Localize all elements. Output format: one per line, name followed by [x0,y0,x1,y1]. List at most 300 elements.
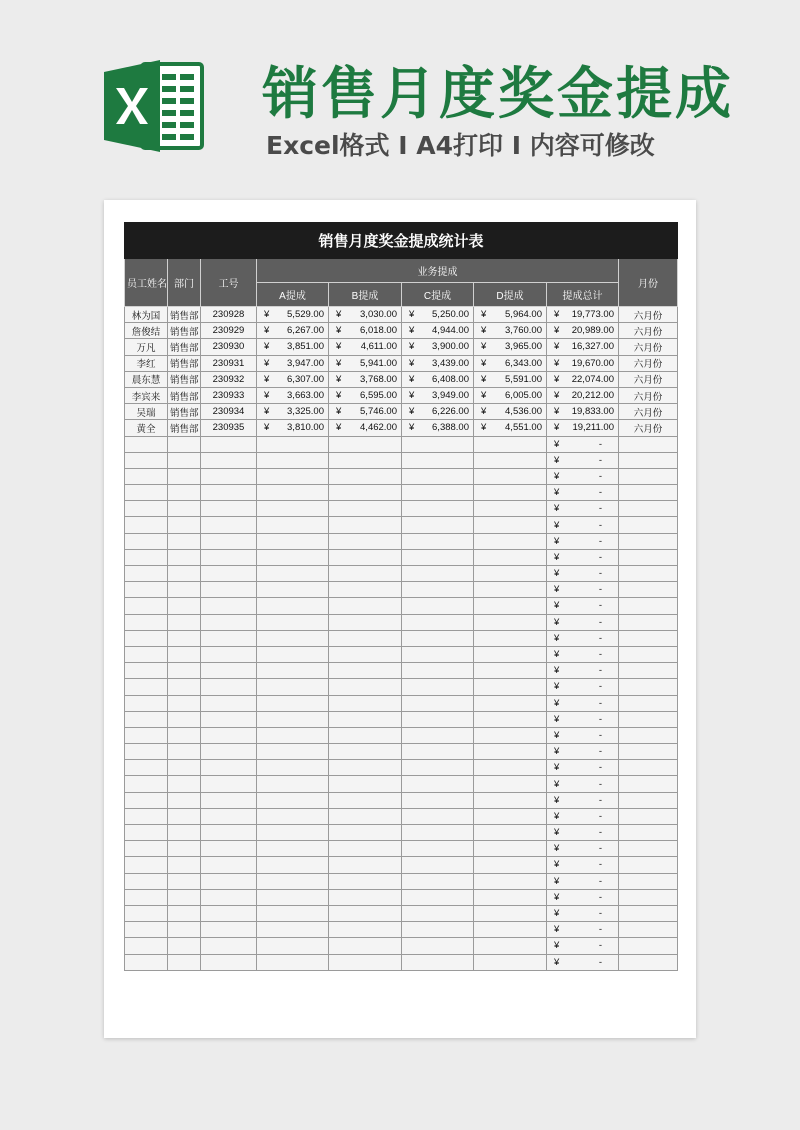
empty-cell[interactable] [201,646,257,662]
empty-cell[interactable] [168,825,201,841]
empty-cell[interactable] [168,566,201,582]
empty-cell[interactable] [125,533,168,549]
empty-cell[interactable] [402,776,474,792]
cell-dept[interactable]: 销售部 [168,420,201,436]
empty-cell[interactable] [402,468,474,484]
empty-cell[interactable] [619,938,678,954]
empty-cell[interactable] [125,582,168,598]
cell-c[interactable] [402,420,474,436]
cell-dept[interactable]: 销售部 [168,371,201,387]
empty-cell[interactable] [329,760,402,776]
empty-cell[interactable] [168,695,201,711]
empty-cell[interactable] [402,549,474,565]
empty-cell[interactable] [257,436,329,452]
empty-cell[interactable] [125,485,168,501]
empty-cell[interactable] [619,485,678,501]
empty-cell[interactable] [257,889,329,905]
cell-a[interactable] [257,339,329,355]
cell-a[interactable] [257,420,329,436]
cell-month[interactable]: 六月份 [619,404,678,420]
empty-cell[interactable] [125,663,168,679]
empty-cell[interactable] [125,549,168,565]
cell-month[interactable]: 六月份 [619,323,678,339]
empty-cell[interactable] [402,792,474,808]
empty-cell[interactable] [257,501,329,517]
cell-c[interactable] [402,307,474,323]
cell-total[interactable] [547,307,619,323]
empty-cell[interactable] [619,889,678,905]
cell-id[interactable]: 230930 [201,339,257,355]
empty-cell[interactable] [257,922,329,938]
empty-cell[interactable] [257,663,329,679]
empty-cell[interactable] [168,857,201,873]
cell-total[interactable] [547,808,619,824]
empty-cell[interactable] [474,711,547,727]
empty-cell[interactable] [201,598,257,614]
empty-cell[interactable] [168,468,201,484]
empty-cell[interactable] [474,549,547,565]
empty-cell[interactable] [619,468,678,484]
empty-cell[interactable] [619,857,678,873]
empty-cell[interactable] [257,549,329,565]
empty-cell[interactable] [329,452,402,468]
empty-cell[interactable] [329,517,402,533]
cell-name[interactable]: 黄全 [125,420,168,436]
empty-cell[interactable] [619,954,678,970]
cell-b[interactable] [329,404,402,420]
cell-total[interactable] [547,663,619,679]
empty-cell[interactable] [257,695,329,711]
empty-cell[interactable] [402,889,474,905]
empty-cell[interactable] [257,646,329,662]
cell-total[interactable] [547,825,619,841]
empty-cell[interactable] [619,501,678,517]
empty-cell[interactable] [257,566,329,582]
empty-cell[interactable] [474,679,547,695]
empty-cell[interactable] [125,938,168,954]
empty-cell[interactable] [201,711,257,727]
cell-dept[interactable]: 销售部 [168,387,201,403]
empty-cell[interactable] [619,695,678,711]
empty-cell[interactable] [201,695,257,711]
empty-cell[interactable] [474,841,547,857]
cell-a[interactable] [257,355,329,371]
empty-cell[interactable] [125,501,168,517]
empty-cell[interactable] [474,727,547,743]
cell-name[interactable]: 晨东慧 [125,371,168,387]
empty-cell[interactable] [329,436,402,452]
cell-id[interactable]: 230932 [201,371,257,387]
empty-cell[interactable] [474,744,547,760]
empty-cell[interactable] [619,873,678,889]
empty-cell[interactable] [329,582,402,598]
empty-cell[interactable] [329,922,402,938]
cell-total[interactable] [547,744,619,760]
cell-c[interactable] [402,339,474,355]
cell-total[interactable] [547,922,619,938]
empty-cell[interactable] [474,614,547,630]
empty-cell[interactable] [329,792,402,808]
cell-d[interactable] [474,420,547,436]
empty-cell[interactable] [474,501,547,517]
empty-cell[interactable] [474,533,547,549]
empty-cell[interactable] [329,857,402,873]
cell-total[interactable] [547,501,619,517]
empty-cell[interactable] [168,598,201,614]
empty-cell[interactable] [402,954,474,970]
empty-cell[interactable] [201,485,257,501]
cell-name[interactable]: 万凡 [125,339,168,355]
empty-cell[interactable] [402,938,474,954]
empty-cell[interactable] [168,517,201,533]
empty-cell[interactable] [402,614,474,630]
empty-cell[interactable] [402,695,474,711]
empty-cell[interactable] [201,825,257,841]
cell-d[interactable] [474,404,547,420]
empty-cell[interactable] [402,841,474,857]
empty-cell[interactable] [125,711,168,727]
empty-cell[interactable] [201,841,257,857]
empty-cell[interactable] [168,744,201,760]
empty-cell[interactable] [168,630,201,646]
empty-cell[interactable] [619,808,678,824]
empty-cell[interactable] [125,566,168,582]
cell-d[interactable] [474,387,547,403]
empty-cell[interactable] [402,905,474,921]
cell-month[interactable]: 六月份 [619,339,678,355]
empty-cell[interactable] [125,695,168,711]
empty-cell[interactable] [474,776,547,792]
empty-cell[interactable] [201,922,257,938]
cell-total[interactable] [547,598,619,614]
cell-month[interactable]: 六月份 [619,307,678,323]
empty-cell[interactable] [619,679,678,695]
cell-b[interactable] [329,371,402,387]
empty-cell[interactable] [402,727,474,743]
cell-total[interactable] [547,566,619,582]
empty-cell[interactable] [125,468,168,484]
cell-total[interactable] [547,582,619,598]
empty-cell[interactable] [201,905,257,921]
empty-cell[interactable] [329,727,402,743]
empty-cell[interactable] [474,582,547,598]
cell-total[interactable] [547,873,619,889]
empty-cell[interactable] [257,905,329,921]
empty-cell[interactable] [402,485,474,501]
empty-cell[interactable] [257,630,329,646]
empty-cell[interactable] [329,679,402,695]
empty-cell[interactable] [201,549,257,565]
empty-cell[interactable] [619,630,678,646]
empty-cell[interactable] [402,857,474,873]
empty-cell[interactable] [402,825,474,841]
empty-cell[interactable] [201,614,257,630]
empty-cell[interactable] [168,614,201,630]
empty-cell[interactable] [168,776,201,792]
empty-cell[interactable] [329,776,402,792]
empty-cell[interactable] [619,727,678,743]
cell-month[interactable]: 六月份 [619,387,678,403]
empty-cell[interactable] [474,630,547,646]
empty-cell[interactable] [125,825,168,841]
empty-cell[interactable] [474,873,547,889]
empty-cell[interactable] [402,452,474,468]
empty-cell[interactable] [329,614,402,630]
empty-cell[interactable] [257,452,329,468]
empty-cell[interactable] [402,679,474,695]
empty-cell[interactable] [257,582,329,598]
empty-cell[interactable] [402,630,474,646]
cell-c[interactable] [402,404,474,420]
empty-cell[interactable] [201,679,257,695]
empty-cell[interactable] [125,889,168,905]
empty-cell[interactable] [201,501,257,517]
empty-cell[interactable] [257,727,329,743]
empty-cell[interactable] [329,533,402,549]
empty-cell[interactable] [474,857,547,873]
empty-cell[interactable] [201,566,257,582]
empty-cell[interactable] [201,533,257,549]
empty-cell[interactable] [257,485,329,501]
cell-name[interactable]: 李宾来 [125,387,168,403]
cell-d[interactable] [474,307,547,323]
cell-total[interactable] [547,760,619,776]
empty-cell[interactable] [474,646,547,662]
cell-dept[interactable]: 销售部 [168,355,201,371]
cell-total[interactable] [547,355,619,371]
cell-total[interactable] [547,857,619,873]
empty-cell[interactable] [329,695,402,711]
empty-cell[interactable] [619,582,678,598]
empty-cell[interactable] [257,711,329,727]
empty-cell[interactable] [201,468,257,484]
empty-cell[interactable] [474,663,547,679]
empty-cell[interactable] [619,744,678,760]
empty-cell[interactable] [125,760,168,776]
empty-cell[interactable] [168,841,201,857]
cell-name[interactable]: 林为国 [125,307,168,323]
empty-cell[interactable] [201,889,257,905]
empty-cell[interactable] [329,905,402,921]
empty-cell[interactable] [329,598,402,614]
cell-total[interactable] [547,938,619,954]
empty-cell[interactable] [168,501,201,517]
cell-total[interactable] [547,954,619,970]
cell-a[interactable] [257,404,329,420]
empty-cell[interactable] [125,646,168,662]
empty-cell[interactable] [168,808,201,824]
empty-cell[interactable] [168,663,201,679]
cell-c[interactable] [402,371,474,387]
empty-cell[interactable] [125,517,168,533]
cell-d[interactable] [474,323,547,339]
cell-month[interactable]: 六月份 [619,420,678,436]
cell-id[interactable]: 230933 [201,387,257,403]
cell-c[interactable] [402,387,474,403]
empty-cell[interactable] [168,549,201,565]
cell-b[interactable] [329,420,402,436]
empty-cell[interactable] [402,533,474,549]
empty-cell[interactable] [402,873,474,889]
empty-cell[interactable] [474,954,547,970]
empty-cell[interactable] [619,533,678,549]
cell-id[interactable]: 230934 [201,404,257,420]
empty-cell[interactable] [201,776,257,792]
empty-cell[interactable] [257,825,329,841]
cell-id[interactable]: 230929 [201,323,257,339]
empty-cell[interactable] [125,776,168,792]
empty-cell[interactable] [474,485,547,501]
cell-a[interactable] [257,307,329,323]
empty-cell[interactable] [168,922,201,938]
empty-cell[interactable] [125,873,168,889]
empty-cell[interactable] [257,873,329,889]
cell-total[interactable] [547,711,619,727]
empty-cell[interactable] [329,873,402,889]
empty-cell[interactable] [168,760,201,776]
empty-cell[interactable] [168,436,201,452]
cell-total[interactable] [547,905,619,921]
empty-cell[interactable] [619,517,678,533]
cell-d[interactable] [474,339,547,355]
empty-cell[interactable] [402,566,474,582]
empty-cell[interactable] [619,760,678,776]
cell-a[interactable] [257,323,329,339]
cell-total[interactable] [547,339,619,355]
empty-cell[interactable] [125,436,168,452]
empty-cell[interactable] [257,533,329,549]
empty-cell[interactable] [201,663,257,679]
empty-cell[interactable] [619,825,678,841]
empty-cell[interactable] [329,938,402,954]
empty-cell[interactable] [329,825,402,841]
empty-cell[interactable] [168,582,201,598]
empty-cell[interactable] [257,760,329,776]
cell-total[interactable] [547,371,619,387]
empty-cell[interactable] [619,549,678,565]
empty-cell[interactable] [474,889,547,905]
empty-cell[interactable] [474,468,547,484]
empty-cell[interactable] [168,533,201,549]
cell-total[interactable] [547,452,619,468]
empty-cell[interactable] [257,792,329,808]
cell-total[interactable] [547,485,619,501]
empty-cell[interactable] [201,857,257,873]
empty-cell[interactable] [201,792,257,808]
cell-a[interactable] [257,371,329,387]
cell-total[interactable] [547,549,619,565]
empty-cell[interactable] [329,841,402,857]
cell-b[interactable] [329,307,402,323]
cell-d[interactable] [474,371,547,387]
empty-cell[interactable] [125,598,168,614]
empty-cell[interactable] [125,905,168,921]
empty-cell[interactable] [257,808,329,824]
empty-cell[interactable] [168,792,201,808]
empty-cell[interactable] [619,646,678,662]
empty-cell[interactable] [619,922,678,938]
cell-total[interactable] [547,517,619,533]
cell-a[interactable] [257,387,329,403]
cell-total[interactable] [547,646,619,662]
cell-b[interactable] [329,387,402,403]
empty-cell[interactable] [201,517,257,533]
empty-cell[interactable] [168,646,201,662]
cell-total[interactable] [547,533,619,549]
empty-cell[interactable] [201,630,257,646]
empty-cell[interactable] [201,760,257,776]
cell-dept[interactable]: 销售部 [168,339,201,355]
cell-total[interactable] [547,468,619,484]
empty-cell[interactable] [329,501,402,517]
empty-cell[interactable] [201,744,257,760]
empty-cell[interactable] [257,744,329,760]
empty-cell[interactable] [402,711,474,727]
empty-cell[interactable] [329,954,402,970]
empty-cell[interactable] [168,679,201,695]
empty-cell[interactable] [402,436,474,452]
empty-cell[interactable] [329,808,402,824]
empty-cell[interactable] [619,436,678,452]
empty-cell[interactable] [474,938,547,954]
empty-cell[interactable] [257,857,329,873]
empty-cell[interactable] [474,760,547,776]
empty-cell[interactable] [125,452,168,468]
empty-cell[interactable] [474,792,547,808]
empty-cell[interactable] [619,614,678,630]
empty-cell[interactable] [168,938,201,954]
empty-cell[interactable] [168,889,201,905]
cell-month[interactable]: 六月份 [619,371,678,387]
empty-cell[interactable] [474,598,547,614]
cell-total[interactable] [547,727,619,743]
cell-b[interactable] [329,323,402,339]
cell-total[interactable] [547,630,619,646]
empty-cell[interactable] [619,792,678,808]
empty-cell[interactable] [474,808,547,824]
empty-cell[interactable] [402,501,474,517]
cell-dept[interactable]: 销售部 [168,307,201,323]
empty-cell[interactable] [329,630,402,646]
empty-cell[interactable] [257,517,329,533]
empty-cell[interactable] [619,598,678,614]
empty-cell[interactable] [329,485,402,501]
empty-cell[interactable] [329,711,402,727]
empty-cell[interactable] [125,954,168,970]
empty-cell[interactable] [474,517,547,533]
empty-cell[interactable] [201,727,257,743]
empty-cell[interactable] [257,468,329,484]
empty-cell[interactable] [402,922,474,938]
cell-total[interactable] [547,436,619,452]
empty-cell[interactable] [329,566,402,582]
empty-cell[interactable] [474,452,547,468]
empty-cell[interactable] [474,905,547,921]
cell-total[interactable] [547,889,619,905]
empty-cell[interactable] [125,614,168,630]
cell-id[interactable]: 230931 [201,355,257,371]
empty-cell[interactable] [125,744,168,760]
cell-name[interactable]: 李红 [125,355,168,371]
cell-d[interactable] [474,355,547,371]
empty-cell[interactable] [257,679,329,695]
cell-id[interactable]: 230928 [201,307,257,323]
empty-cell[interactable] [201,452,257,468]
empty-cell[interactable] [619,711,678,727]
empty-cell[interactable] [125,922,168,938]
empty-cell[interactable] [619,452,678,468]
empty-cell[interactable] [257,598,329,614]
